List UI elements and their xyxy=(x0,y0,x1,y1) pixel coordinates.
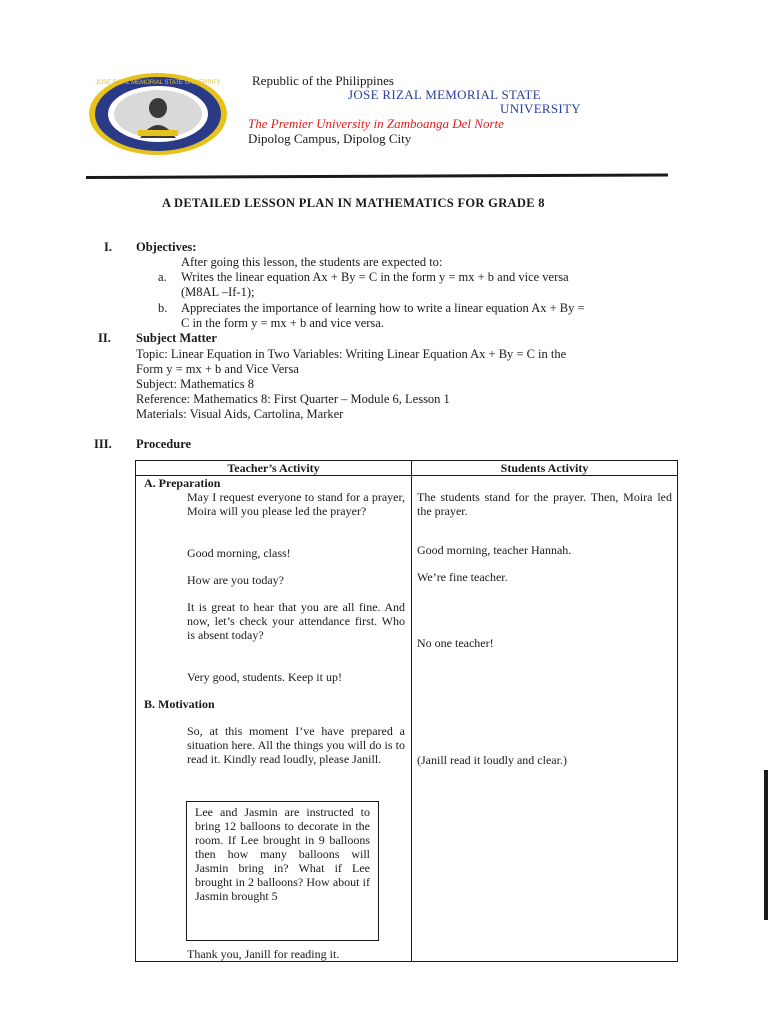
student-prayer: The students stand for the prayer. Then, Moira led the prayer. xyxy=(417,490,672,518)
header-university-name: JOSE RIZAL MEMORIAL STATE xyxy=(348,87,541,102)
subject-name: Subject: Mathematics 8 xyxy=(136,377,255,391)
header-university-name-cont: UNIVERSITY xyxy=(500,101,581,116)
section-number-procedure: III. xyxy=(94,437,112,451)
procedure-heading: Procedure xyxy=(136,437,192,451)
objective-b-text: Appreciates the importance of learning how to write a linear equation Ax + By = xyxy=(181,301,585,315)
subject-reference: Reference: Mathematics 8: First Quarter – Module 6, Lesson 1 xyxy=(136,392,450,406)
header-divider xyxy=(86,173,668,179)
preparation-heading: A. Preparation xyxy=(144,476,221,490)
students-activity-header: Students Activity xyxy=(412,461,678,476)
objectives-intro: After going this lesson, the students are expected to: xyxy=(181,255,443,269)
teacher-situation: So, at this moment I’ve have prepared a situation here. All the things you will do is to read it. Kindly read loudly, please Janill. xyxy=(187,724,405,766)
objectives-heading: Objectives: xyxy=(136,240,197,254)
university-seal-logo xyxy=(88,72,228,156)
student-no-absent: No one teacher! xyxy=(417,636,494,650)
teacher-attendance: It is great to hear that you are all fine. And now, let’s check your attendance first. Who is absent today? xyxy=(187,600,405,642)
svg-text:JOSE RIZAL MEMORIAL STATE UNIV: JOSE RIZAL MEMORIAL STATE UNIVERSITY xyxy=(95,80,221,86)
section-number-subject: II. xyxy=(98,331,111,345)
teacher-activity-header: Teacher’s Activity xyxy=(136,461,412,476)
objective-a-text: Writes the linear equation Ax + By = C in the form y = mx + b and vice versa xyxy=(181,270,569,284)
subject-topic: Topic: Linear Equation in Two Variables: Writing Linear Equation Ax + By = C in the xyxy=(136,347,567,361)
teacher-prayer-request: May I request everyone to stand for a prayer, Moira will you please led the prayer? xyxy=(187,490,405,518)
teacher-very-good: Very good, students. Keep it up! xyxy=(187,670,342,684)
objective-a-code: (M8AL –If-1); xyxy=(181,285,255,299)
objective-b-marker: b. xyxy=(158,301,168,315)
page-edge-mark xyxy=(764,770,768,920)
header-republic: Republic of the Philippines xyxy=(252,73,394,88)
motivation-heading: B. Motivation xyxy=(144,697,215,711)
subject-matter-heading: Subject Matter xyxy=(136,331,217,345)
teacher-how-are-you: How are you today? xyxy=(187,573,284,587)
student-greeting: Good morning, teacher Hannah. xyxy=(417,543,572,557)
student-fine: We’re fine teacher. xyxy=(417,570,508,584)
situation-box: Lee and Jasmin are instructed to bring 12 balloons to decorate in the room. If Lee brought in 9 balloons then how many balloons will Jasmin bring in? What if Lee brought in 2 balloons? How about if Jasmin brought 5 xyxy=(186,801,379,941)
subject-materials: Materials: Visual Aids, Cartolina, Marker xyxy=(136,407,344,421)
teacher-thanks: Thank you, Janill for reading it. xyxy=(187,947,340,961)
students-activity-cell xyxy=(412,476,678,962)
objective-a-marker: a. xyxy=(158,270,167,284)
teacher-activity-cell xyxy=(136,476,412,962)
document-title: A DETAILED LESSON PLAN IN MATHEMATICS FOR GRADE 8 xyxy=(162,196,545,210)
subject-topic-cont: Form y = mx + b and Vice Versa xyxy=(136,362,299,376)
section-number-objectives: I. xyxy=(104,240,112,254)
objective-b-text-cont: C in the form y = mx + b and vice versa. xyxy=(181,316,384,330)
header-tagline: The Premier University in Zamboanga Del Norte xyxy=(248,116,504,131)
teacher-greeting: Good morning, class! xyxy=(187,546,291,560)
procedure-table xyxy=(135,460,678,962)
header-campus: Dipolog Campus, Dipolog City xyxy=(248,131,412,146)
student-read: (Janill read it loudly and clear.) xyxy=(417,753,567,767)
